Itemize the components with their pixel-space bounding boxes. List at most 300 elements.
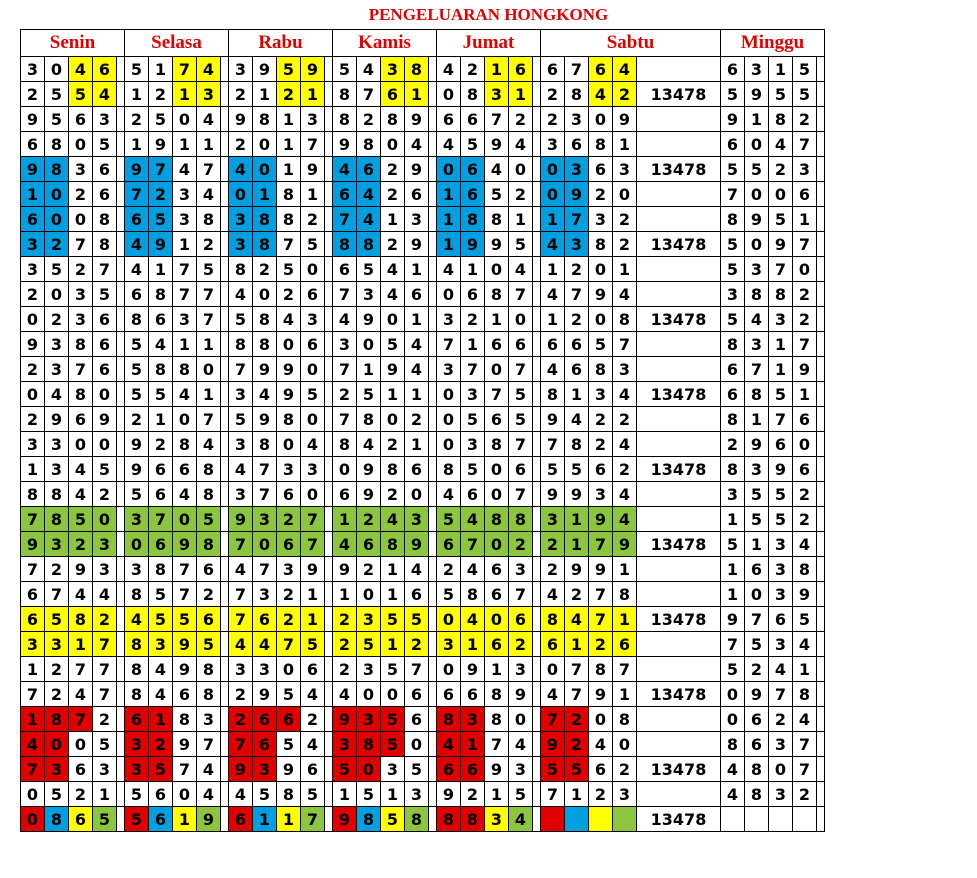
- column-spacer: [117, 707, 125, 732]
- digit-cell: 1: [197, 132, 221, 157]
- digit-cell: 9: [333, 557, 357, 582]
- column-spacer: [325, 257, 333, 282]
- digit-cell: 5: [793, 607, 817, 632]
- digit-cell: 7: [509, 582, 533, 607]
- digit-cell: 5: [45, 782, 69, 807]
- digit-cell: 0: [613, 732, 637, 757]
- digit-cell: 7: [565, 657, 589, 682]
- result-row: [21, 457, 825, 482]
- column-spacer: [817, 357, 825, 382]
- result-row: [21, 607, 825, 632]
- digit-cell: 5: [69, 507, 93, 532]
- digit-cell: 7: [93, 632, 117, 657]
- digit-cell: 5: [125, 807, 149, 832]
- digit-cell: 1: [333, 582, 357, 607]
- digit-cell: 5: [125, 482, 149, 507]
- digit-cell: 2: [509, 632, 533, 657]
- digit-cell: 7: [149, 507, 173, 532]
- column-spacer: [533, 607, 541, 632]
- digit-cell: 1: [541, 257, 565, 282]
- digit-cell: 0: [485, 482, 509, 507]
- digit-cell: 9: [485, 757, 509, 782]
- sabtu-note: [637, 357, 721, 382]
- sabtu-note: 13478: [637, 382, 721, 407]
- digit-cell: 1: [301, 82, 325, 107]
- digit-cell: 9: [589, 557, 613, 582]
- digit-cell: 4: [357, 432, 381, 457]
- digit-cell: 7: [565, 207, 589, 232]
- digit-cell: 1: [769, 57, 793, 82]
- digit-cell: 3: [21, 232, 45, 257]
- digit-cell: 1: [381, 782, 405, 807]
- digit-cell: 5: [197, 632, 221, 657]
- digit-cell: 1: [509, 207, 533, 232]
- digit-cell: 4: [69, 682, 93, 707]
- digit-cell: 3: [613, 357, 637, 382]
- digit-cell: 0: [509, 707, 533, 732]
- digit-cell: 1: [405, 307, 429, 332]
- digit-cell: 6: [333, 182, 357, 207]
- digit-cell: 0: [277, 332, 301, 357]
- digit-cell: 6: [589, 757, 613, 782]
- sabtu-note: 13478: [637, 232, 721, 257]
- digit-cell: 5: [125, 782, 149, 807]
- digit-cell: 8: [437, 457, 461, 482]
- digit-cell: 0: [93, 382, 117, 407]
- digit-cell: 9: [333, 807, 357, 832]
- digit-cell: 3: [437, 357, 461, 382]
- column-spacer: [325, 357, 333, 382]
- digit-cell: 9: [793, 582, 817, 607]
- column-spacer: [817, 632, 825, 657]
- digit-cell: 9: [333, 132, 357, 157]
- digit-cell: 2: [381, 182, 405, 207]
- digit-cell: 9: [253, 57, 277, 82]
- digit-cell: 1: [173, 82, 197, 107]
- digit-cell: 8: [437, 807, 461, 832]
- digit-cell: 4: [793, 707, 817, 732]
- column-spacer: [429, 182, 437, 207]
- digit-cell: 3: [745, 257, 769, 282]
- digit-cell: 8: [197, 682, 221, 707]
- column-spacer: [117, 407, 125, 432]
- column-spacer: [817, 157, 825, 182]
- column-spacer: [221, 257, 229, 282]
- digit-cell: 4: [721, 757, 745, 782]
- digit-cell: 8: [485, 207, 509, 232]
- digit-cell: 5: [277, 257, 301, 282]
- digit-cell: 1: [125, 132, 149, 157]
- column-spacer: [221, 357, 229, 382]
- digit-cell: 6: [69, 807, 93, 832]
- digit-cell: 8: [357, 132, 381, 157]
- digit-cell: 2: [357, 507, 381, 532]
- digit-cell: 6: [793, 457, 817, 482]
- digit-cell: 2: [437, 557, 461, 582]
- digit-cell: 1: [793, 657, 817, 682]
- digit-cell: 5: [45, 107, 69, 132]
- digit-cell: 1: [745, 532, 769, 557]
- digit-cell: 2: [541, 82, 565, 107]
- digit-cell: 0: [437, 282, 461, 307]
- column-spacer: [325, 732, 333, 757]
- digit-cell: 9: [589, 682, 613, 707]
- digit-cell: 6: [253, 607, 277, 632]
- column-spacer: [325, 507, 333, 532]
- digit-cell: 8: [461, 582, 485, 607]
- digit-cell: 2: [69, 182, 93, 207]
- column-spacer: [221, 132, 229, 157]
- column-spacer: [325, 457, 333, 482]
- digit-cell: 5: [721, 532, 745, 557]
- result-row: [21, 157, 825, 182]
- digit-cell: 6: [405, 582, 429, 607]
- sabtu-note: [637, 707, 721, 732]
- digit-cell: 1: [93, 782, 117, 807]
- digit-cell: 5: [437, 582, 461, 607]
- digit-cell: 2: [21, 82, 45, 107]
- digit-cell: 6: [485, 332, 509, 357]
- digit-cell: 8: [721, 407, 745, 432]
- digit-cell: 7: [589, 582, 613, 607]
- digit-cell: 3: [485, 807, 509, 832]
- digit-cell: 4: [437, 732, 461, 757]
- digit-cell: 1: [277, 107, 301, 132]
- sabtu-note: 13478: [637, 807, 721, 832]
- column-spacer: [325, 82, 333, 107]
- digit-cell: 4: [461, 607, 485, 632]
- digit-cell: 1: [613, 557, 637, 582]
- digit-cell: 6: [485, 582, 509, 607]
- digit-cell: 1: [173, 132, 197, 157]
- digit-cell: 2: [149, 432, 173, 457]
- column-spacer: [533, 507, 541, 532]
- results-table: [20, 29, 825, 832]
- column-spacer: [429, 107, 437, 132]
- digit-cell: 1: [721, 557, 745, 582]
- column-spacer: [221, 282, 229, 307]
- digit-cell: 8: [333, 432, 357, 457]
- column-spacer: [817, 507, 825, 532]
- digit-cell: 1: [381, 632, 405, 657]
- digit-cell: 6: [301, 657, 325, 682]
- sabtu-note: [637, 182, 721, 207]
- digit-cell: 1: [565, 382, 589, 407]
- digit-cell: 3: [229, 57, 253, 82]
- digit-cell: 4: [509, 257, 533, 282]
- digit-cell: 9: [461, 657, 485, 682]
- digit-cell: 1: [197, 382, 221, 407]
- digit-cell: 2: [565, 307, 589, 332]
- digit-cell: 5: [721, 657, 745, 682]
- digit-cell: 0: [301, 482, 325, 507]
- digit-cell: 3: [613, 782, 637, 807]
- result-row: [21, 282, 825, 307]
- digit-cell: 2: [381, 482, 405, 507]
- digit-cell: 9: [173, 632, 197, 657]
- digit-cell: 0: [721, 707, 745, 732]
- digit-cell: 5: [357, 782, 381, 807]
- day-header-kamis: Kamis: [333, 30, 437, 57]
- column-spacer: [429, 682, 437, 707]
- digit-cell: 6: [437, 532, 461, 557]
- digit-cell: 5: [565, 757, 589, 782]
- column-spacer: [533, 682, 541, 707]
- digit-cell: 5: [277, 732, 301, 757]
- digit-cell: 0: [485, 607, 509, 632]
- digit-cell: [721, 807, 745, 832]
- digit-cell: 7: [405, 657, 429, 682]
- digit-cell: 3: [301, 307, 325, 332]
- digit-cell: 2: [589, 632, 613, 657]
- column-spacer: [429, 357, 437, 382]
- digit-cell: 8: [333, 82, 357, 107]
- digit-cell: 4: [197, 757, 221, 782]
- digit-cell: 4: [69, 482, 93, 507]
- digit-cell: 4: [197, 432, 221, 457]
- column-spacer: [117, 132, 125, 157]
- digit-cell: 8: [485, 432, 509, 457]
- digit-cell: 7: [45, 582, 69, 607]
- digit-cell: 6: [461, 482, 485, 507]
- digit-cell: 7: [253, 557, 277, 582]
- digit-cell: 8: [541, 607, 565, 632]
- digit-cell: 4: [769, 657, 793, 682]
- digit-cell: 3: [69, 157, 93, 182]
- digit-cell: 0: [381, 132, 405, 157]
- digit-cell: 9: [745, 682, 769, 707]
- digit-cell: 7: [197, 157, 221, 182]
- digit-cell: 6: [461, 282, 485, 307]
- digit-cell: 4: [541, 232, 565, 257]
- column-spacer: [429, 607, 437, 632]
- digit-cell: 0: [93, 507, 117, 532]
- digit-cell: 2: [357, 557, 381, 582]
- digit-cell: 2: [541, 532, 565, 557]
- digit-cell: 3: [93, 532, 117, 557]
- digit-cell: 3: [745, 332, 769, 357]
- column-spacer: [221, 707, 229, 732]
- digit-cell: 4: [381, 282, 405, 307]
- digit-cell: 7: [333, 357, 357, 382]
- digit-cell: 2: [229, 132, 253, 157]
- column-spacer: [817, 332, 825, 357]
- digit-cell: 6: [253, 732, 277, 757]
- column-spacer: [325, 632, 333, 657]
- column-spacer: [325, 432, 333, 457]
- digit-cell: 2: [69, 532, 93, 557]
- digit-cell: 8: [721, 732, 745, 757]
- digit-cell: 0: [21, 382, 45, 407]
- digit-cell: 4: [793, 632, 817, 657]
- digit-cell: 8: [149, 557, 173, 582]
- digit-cell: 5: [93, 282, 117, 307]
- digit-cell: 4: [769, 132, 793, 157]
- digit-cell: 7: [21, 507, 45, 532]
- digit-cell: 7: [461, 357, 485, 382]
- digit-cell: 3: [769, 782, 793, 807]
- digit-cell: 6: [277, 482, 301, 507]
- sabtu-note: [637, 207, 721, 232]
- digit-cell: 8: [381, 107, 405, 132]
- digit-cell: 8: [769, 282, 793, 307]
- column-spacer: [221, 157, 229, 182]
- digit-cell: 0: [197, 357, 221, 382]
- column-spacer: [221, 432, 229, 457]
- digit-cell: 8: [357, 807, 381, 832]
- digit-cell: 9: [301, 157, 325, 182]
- digit-cell: 0: [301, 257, 325, 282]
- digit-cell: 3: [125, 732, 149, 757]
- digit-cell: 9: [197, 807, 221, 832]
- digit-cell: 5: [93, 457, 117, 482]
- digit-cell: 9: [125, 432, 149, 457]
- column-spacer: [117, 657, 125, 682]
- digit-cell: 1: [405, 82, 429, 107]
- digit-cell: 3: [93, 107, 117, 132]
- digit-cell: 2: [745, 657, 769, 682]
- digit-cell: 6: [541, 332, 565, 357]
- digit-cell: 7: [69, 707, 93, 732]
- digit-cell: 7: [769, 682, 793, 707]
- digit-cell: [793, 807, 817, 832]
- digit-cell: 5: [745, 507, 769, 532]
- digit-cell: 6: [93, 57, 117, 82]
- digit-cell: 2: [793, 507, 817, 532]
- digit-cell: 6: [509, 457, 533, 482]
- digit-cell: 4: [173, 382, 197, 407]
- digit-cell: 8: [357, 407, 381, 432]
- digit-cell: 1: [173, 807, 197, 832]
- digit-cell: 7: [333, 407, 357, 432]
- digit-cell: 0: [45, 182, 69, 207]
- result-row: [21, 707, 825, 732]
- digit-cell: 7: [437, 332, 461, 357]
- digit-cell: 2: [197, 582, 221, 607]
- digit-cell: 9: [437, 782, 461, 807]
- digit-cell: 2: [541, 557, 565, 582]
- digit-cell: 3: [589, 482, 613, 507]
- digit-cell: 7: [229, 732, 253, 757]
- digit-cell: 3: [541, 132, 565, 157]
- digit-cell: 4: [793, 532, 817, 557]
- digit-cell: 8: [197, 207, 221, 232]
- digit-cell: 7: [769, 407, 793, 432]
- column-spacer: [429, 382, 437, 407]
- digit-cell: 0: [69, 432, 93, 457]
- sabtu-note: 13478: [637, 307, 721, 332]
- digit-cell: 8: [253, 107, 277, 132]
- digit-cell: 8: [173, 357, 197, 382]
- digit-cell: 8: [173, 432, 197, 457]
- digit-cell: 6: [461, 157, 485, 182]
- digit-cell: 8: [277, 182, 301, 207]
- column-spacer: [221, 232, 229, 257]
- digit-cell: 3: [301, 107, 325, 132]
- digit-cell: 4: [69, 457, 93, 482]
- digit-cell: 1: [253, 182, 277, 207]
- digit-cell: 3: [45, 632, 69, 657]
- result-row: [21, 732, 825, 757]
- digit-cell: 4: [229, 457, 253, 482]
- digit-cell: 4: [541, 282, 565, 307]
- digit-cell: 5: [173, 607, 197, 632]
- digit-cell: 4: [485, 157, 509, 182]
- column-spacer: [325, 307, 333, 332]
- digit-cell: 7: [541, 432, 565, 457]
- digit-cell: 3: [333, 732, 357, 757]
- column-spacer: [817, 607, 825, 632]
- digit-cell: 1: [381, 582, 405, 607]
- digit-cell: 0: [485, 257, 509, 282]
- column-spacer: [117, 532, 125, 557]
- day-header-row: [21, 30, 825, 57]
- digit-cell: 0: [437, 607, 461, 632]
- digit-cell: 6: [565, 357, 589, 382]
- digit-cell: 3: [793, 157, 817, 182]
- column-spacer: [429, 707, 437, 732]
- digit-cell: 9: [253, 682, 277, 707]
- digit-cell: 8: [125, 307, 149, 332]
- digit-cell: 2: [721, 432, 745, 457]
- column-spacer: [817, 732, 825, 757]
- digit-cell: 3: [405, 507, 429, 532]
- digit-cell: 0: [173, 407, 197, 432]
- digit-cell: 1: [333, 782, 357, 807]
- digit-cell: 2: [589, 432, 613, 457]
- digit-cell: 6: [589, 457, 613, 482]
- digit-cell: 5: [125, 57, 149, 82]
- digit-cell: 7: [745, 357, 769, 382]
- digit-cell: 9: [357, 457, 381, 482]
- column-spacer: [117, 207, 125, 232]
- digit-cell: 5: [745, 157, 769, 182]
- digit-cell: 0: [69, 207, 93, 232]
- digit-cell: 4: [277, 307, 301, 332]
- digit-cell: 0: [405, 732, 429, 757]
- digit-cell: 9: [565, 482, 589, 507]
- digit-cell: 9: [21, 157, 45, 182]
- digit-cell: 3: [45, 432, 69, 457]
- digit-cell: 7: [21, 682, 45, 707]
- digit-cell: 5: [461, 132, 485, 157]
- digit-cell: 4: [589, 732, 613, 757]
- digit-cell: 2: [277, 82, 301, 107]
- column-spacer: [429, 782, 437, 807]
- digit-cell: 2: [613, 457, 637, 482]
- digit-cell: 6: [149, 532, 173, 557]
- column-spacer: [533, 107, 541, 132]
- digit-cell: 2: [793, 482, 817, 507]
- column-spacer: [325, 282, 333, 307]
- digit-cell: 1: [173, 232, 197, 257]
- digit-cell: 6: [769, 432, 793, 457]
- digit-cell: 5: [541, 457, 565, 482]
- digit-cell: 6: [149, 782, 173, 807]
- digit-cell: 3: [45, 457, 69, 482]
- digit-cell: 6: [509, 607, 533, 632]
- digit-cell: 3: [253, 657, 277, 682]
- sabtu-note: [637, 57, 721, 82]
- column-spacer: [533, 282, 541, 307]
- digit-cell: 4: [509, 132, 533, 157]
- digit-cell: 6: [745, 557, 769, 582]
- column-spacer: [117, 432, 125, 457]
- digit-cell: 4: [541, 682, 565, 707]
- digit-cell: 6: [461, 682, 485, 707]
- digit-cell: 5: [45, 82, 69, 107]
- digit-cell: 6: [253, 707, 277, 732]
